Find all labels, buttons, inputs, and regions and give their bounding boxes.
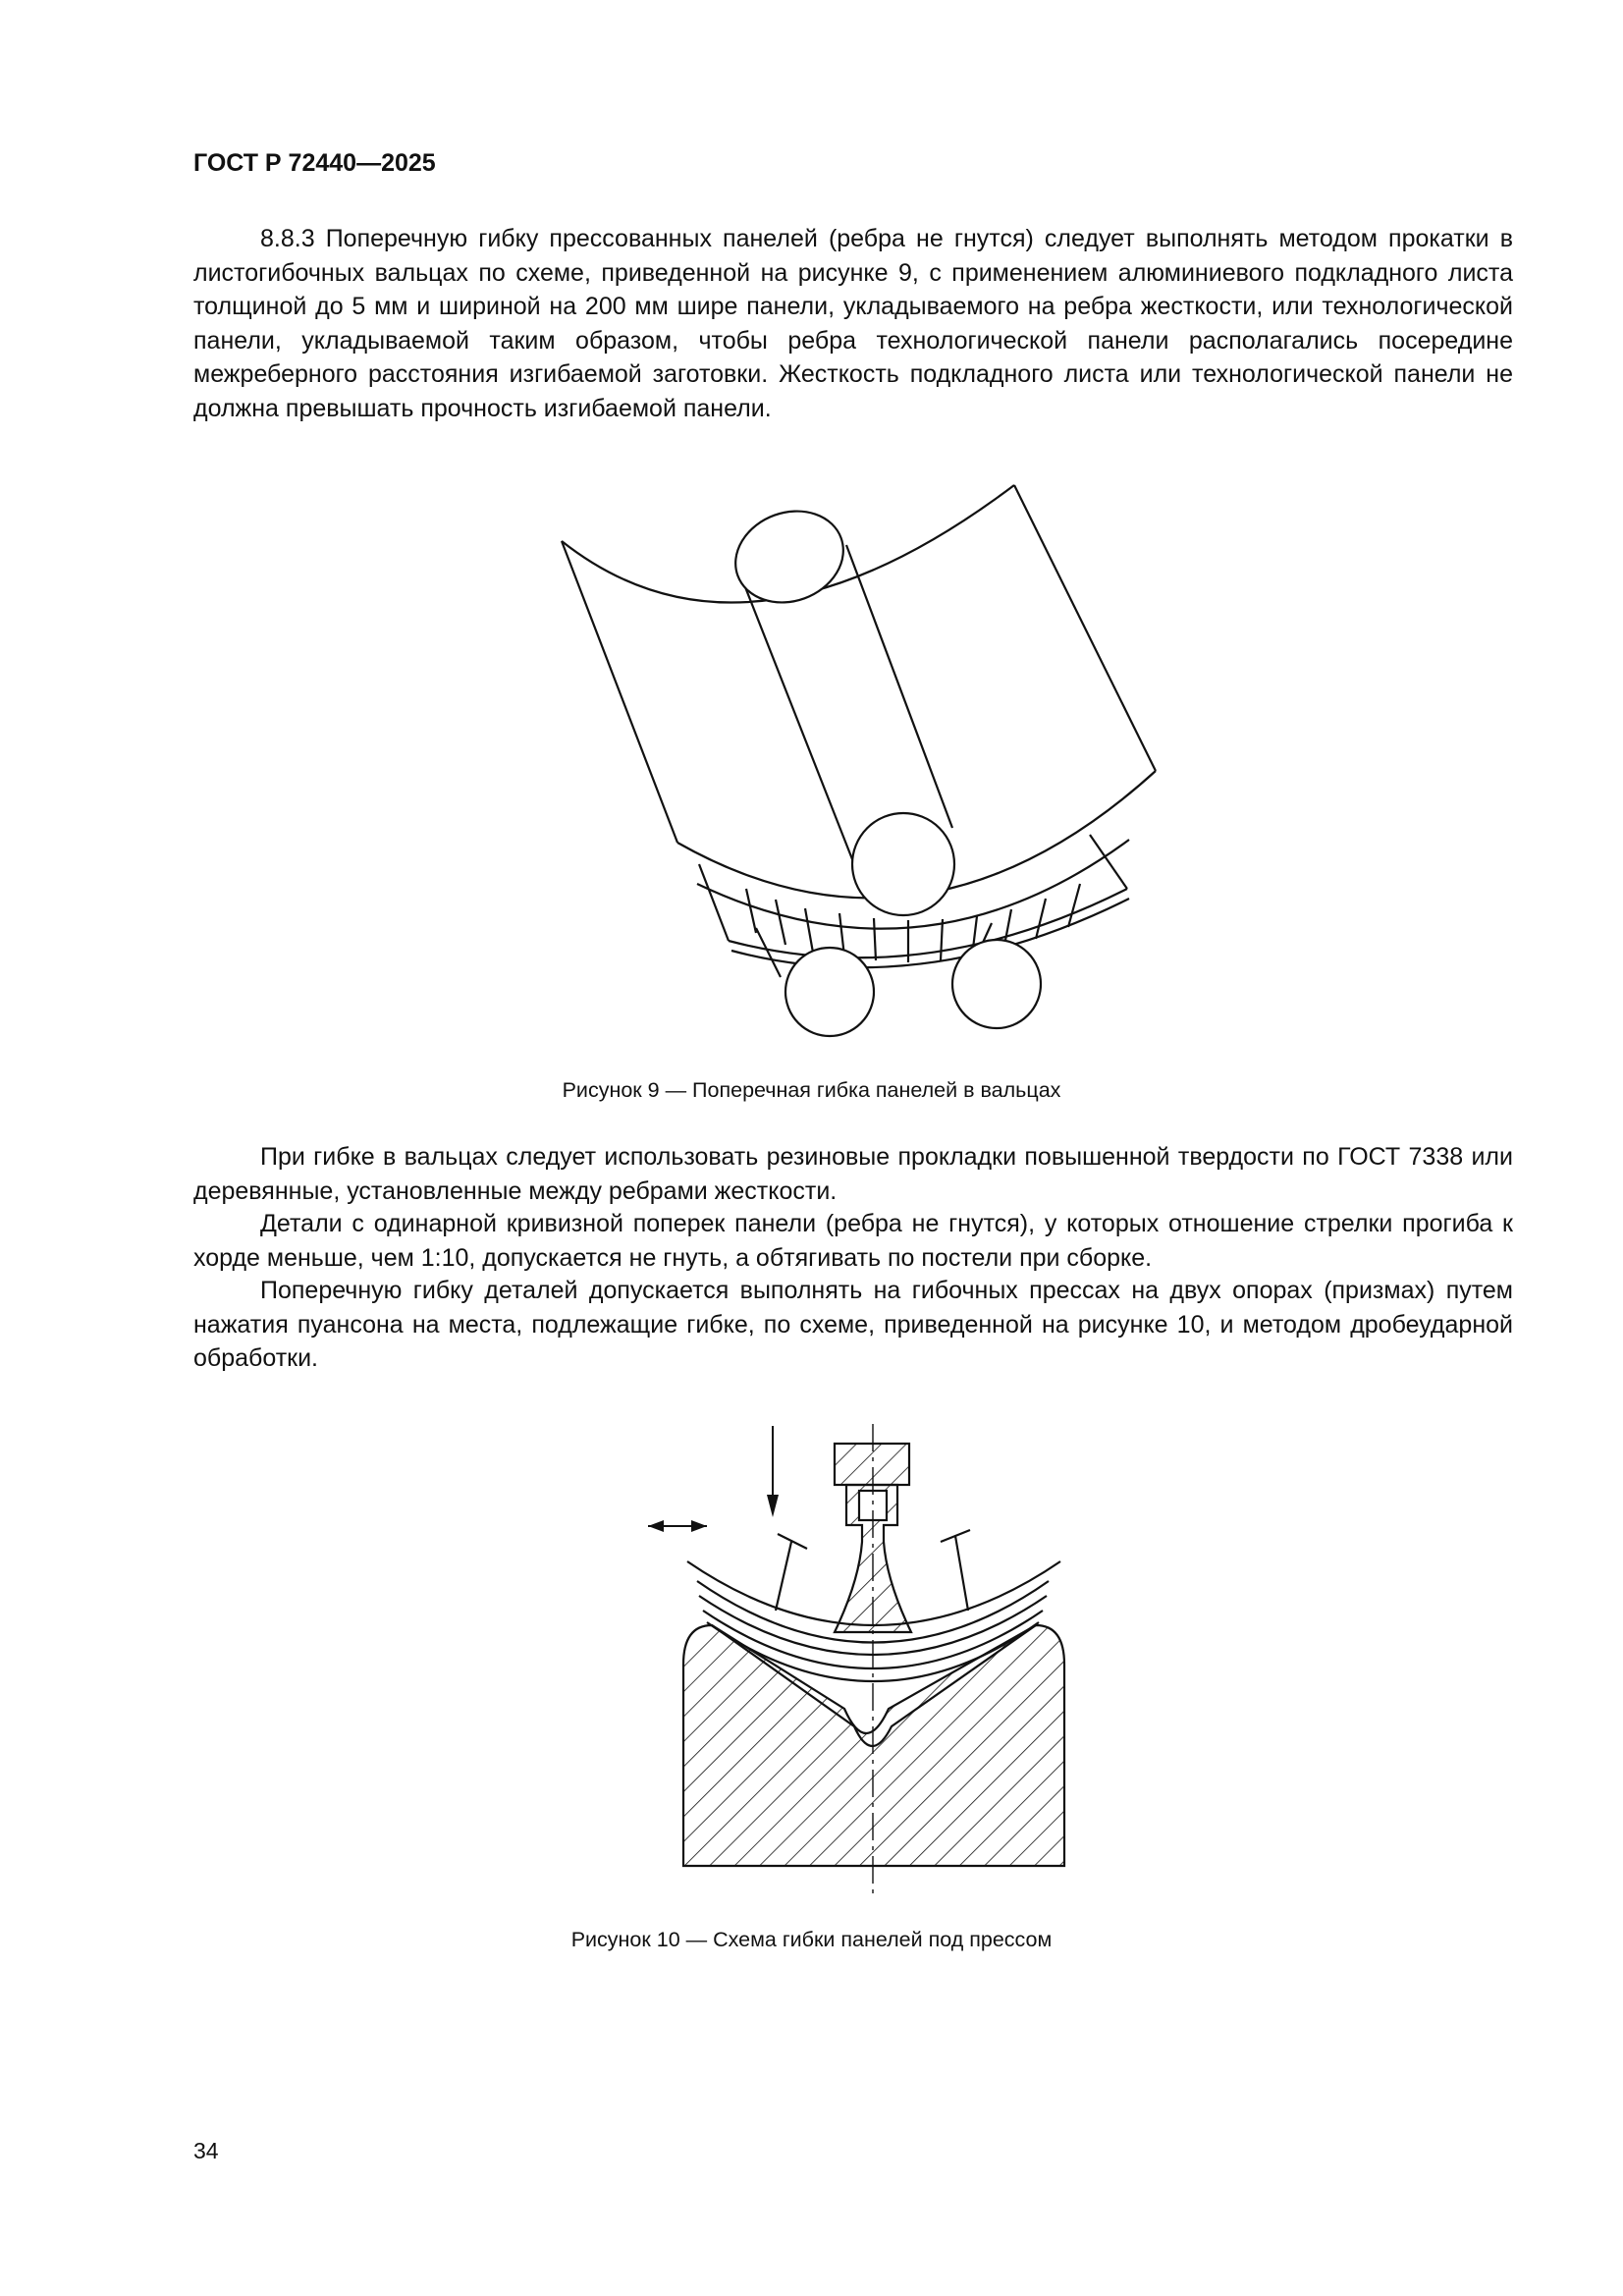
paragraph-press-bending: Поперечную гибку деталей допускается выполнять на гибочных прессах на двух опорах (призмах) путем нажатия пуансона на места, подлежащие гибке, по схеме, приведенной на рисунке 10, и методом дробеударной обработки. xyxy=(193,1277,1513,1372)
figure-10-caption: Рисунок 10 — Схема гибки панелей под прессом xyxy=(570,1928,1053,1951)
section-8-8-3-text: 8.8.3 Поперечную гибку прессованных панелей (ребра не гнутся) следует выполнять методом прокатки в листогибочных вальцах по схеме, приведенной на рисунке 9, с применением алюминиевого подкладного листа толщиной до 5 мм и шириной на 200 мм шире панели, укладываемого на ребра жесткости, или технологической панели, укладываемой таким образом, чтобы ребра технологической панели располагались посередине межреберного расстояния изгибаемой заготовки. Жесткость подкладного листа или технологической панели не должна превышать прочность изгибаемой панели. xyxy=(193,225,1513,422)
figure-10-press-diagram xyxy=(628,1414,1080,1905)
document-code: ГОСТ Р 72440—2025 xyxy=(193,149,436,177)
page-number: 34 xyxy=(193,2138,219,2163)
figure-9-rolling-diagram xyxy=(530,471,1178,1041)
paragraph-single-curvature: Детали с одинарной кривизной поперек панели (ребра не гнутся), у которых отношение стрелки прогиба к хорде меньше, чем 1:10, допускается не гнуть, а обтягивать по постели при сборке. xyxy=(193,1210,1513,1272)
paragraph-rubber-pads: При гибке в вальцах следует использовать резиновые прокладки повышенной твердости по ГОСТ 7338 или деревянные, установленные между ребрами жесткости. xyxy=(193,1143,1513,1205)
figure-9-caption: Рисунок 9 — Поперечная гибка панелей в вальцах xyxy=(562,1078,1061,1102)
